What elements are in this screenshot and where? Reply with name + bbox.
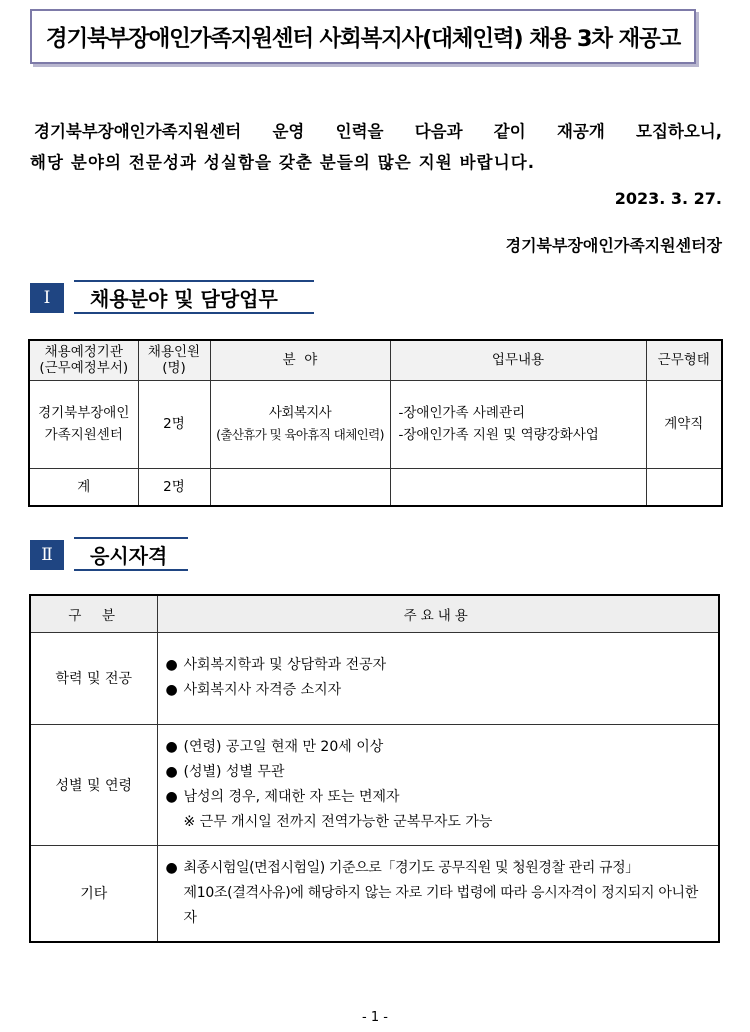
header-type: 근무형태 [646, 340, 722, 380]
cell-field-line2: (출산휴가 및 육아휴직 대체인력) [216, 427, 384, 442]
qualification-table [29, 594, 720, 943]
recruitment-table [28, 339, 723, 507]
category-education: 학력 및 전공 [30, 632, 157, 724]
military-note: ※ 근무 개시일 전까지 전역가능한 군복무자도 가능 [183, 813, 493, 830]
table-row [30, 632, 719, 724]
header-count-line2: (명) [162, 360, 186, 377]
cell-count: 2명 [138, 380, 210, 468]
intro-line-1: 경기북부장애인가족지원센터 운영 인력을 다음과 같이 재공개 모집하오니, [34, 122, 722, 141]
total-empty-type [646, 468, 722, 506]
item-text: (성별) 성별 무관 [183, 763, 285, 780]
bullet-icon: ● [165, 763, 178, 780]
content-education [157, 632, 719, 724]
total-count: 2명 [138, 468, 210, 506]
header-org [29, 340, 138, 380]
category-gender-age: 성별 및 연령 [30, 724, 157, 845]
item-text: 사회복지사 자격증 소지자 [183, 682, 342, 698]
cell-type: 계약직 [646, 380, 722, 468]
header-count-line1: 채용인원 [147, 344, 201, 361]
item-text: 사회복지학과 및 상담학과 전공자 [183, 657, 387, 673]
list-item [166, 785, 713, 810]
cell-work-line1: -장애인가족 사례관리 [398, 405, 526, 421]
content-other [157, 845, 719, 942]
bullet-icon: ● [165, 859, 178, 876]
category-other: 기타 [30, 845, 157, 942]
cell-org-line2: 가족지원센터 [44, 427, 123, 443]
list-item [166, 856, 713, 881]
item-continuation: 제10조(결격사유)에 해당하지 않는 자로 기타 법령에 따라 응시자격이 정지되지 아니한 자 [183, 884, 699, 926]
cell-org [29, 380, 138, 468]
cell-field [210, 380, 390, 468]
total-empty-work [390, 468, 646, 506]
list-item [166, 653, 713, 678]
header-org-line1: 채용예정기관 [44, 344, 123, 361]
item-text: 남성의 경우, 제대한 자 또는 면제자 [183, 788, 400, 805]
bullet-icon: ● [165, 788, 178, 805]
header-count [138, 340, 210, 380]
header-org-line2: (근무예정부서) [39, 360, 129, 377]
header-field: 분 야 [210, 340, 390, 380]
recruitment-header-row [29, 340, 722, 380]
intro-line-2: 해당 분야의 전문성과 성실함을 갖춘 분들의 많은 지원 바랍니다. [30, 153, 536, 172]
section2-title: 응시자격 [74, 537, 188, 571]
list-item [166, 760, 713, 785]
qualification-header-row [30, 595, 719, 632]
document-title: 경기북부장애인가족지원센터 사회복지사(대체인력) 채용 3차 재공고 [30, 9, 696, 64]
table-row [29, 380, 722, 468]
list-item [166, 678, 713, 703]
cell-work [390, 380, 646, 468]
section1-number: Ⅰ [30, 283, 64, 313]
page-number: - 1 - [362, 1010, 388, 1025]
header-category: 구 분 [30, 595, 157, 632]
bullet-icon: ● [165, 738, 178, 755]
cell-field-line1: 사회복지사 [268, 405, 332, 421]
total-empty-field [210, 468, 390, 506]
table-row [30, 724, 719, 845]
bullet-icon: ● [165, 682, 178, 698]
announcement-date: 2023. 3. 27. [614, 189, 722, 208]
total-row [29, 468, 722, 506]
total-label: 계 [29, 468, 138, 506]
section1-title: 채용분야 및 담당업무 [74, 280, 314, 314]
list-item [166, 735, 713, 760]
cell-work-line2: -장애인가족 지원 및 역량강화사업 [398, 427, 599, 443]
cell-org-line1: 경기북부장애인 [38, 405, 130, 421]
content-gender-age [157, 724, 719, 845]
header-work: 업무내용 [390, 340, 646, 380]
signature: 경기북부장애인가족지원센터장 [505, 236, 722, 255]
table-row [30, 845, 719, 942]
section2-number: Ⅱ [30, 540, 64, 570]
bullet-icon: ● [165, 657, 178, 673]
item-text: (연령) 공고일 현재 만 20세 이상 [183, 738, 384, 755]
item-text: 최종시험일(면접시험일) 기준으로「경기도 공무직원 및 청원경찰 관리 규정」 [183, 859, 639, 876]
header-content: 주요내용 [157, 595, 719, 632]
